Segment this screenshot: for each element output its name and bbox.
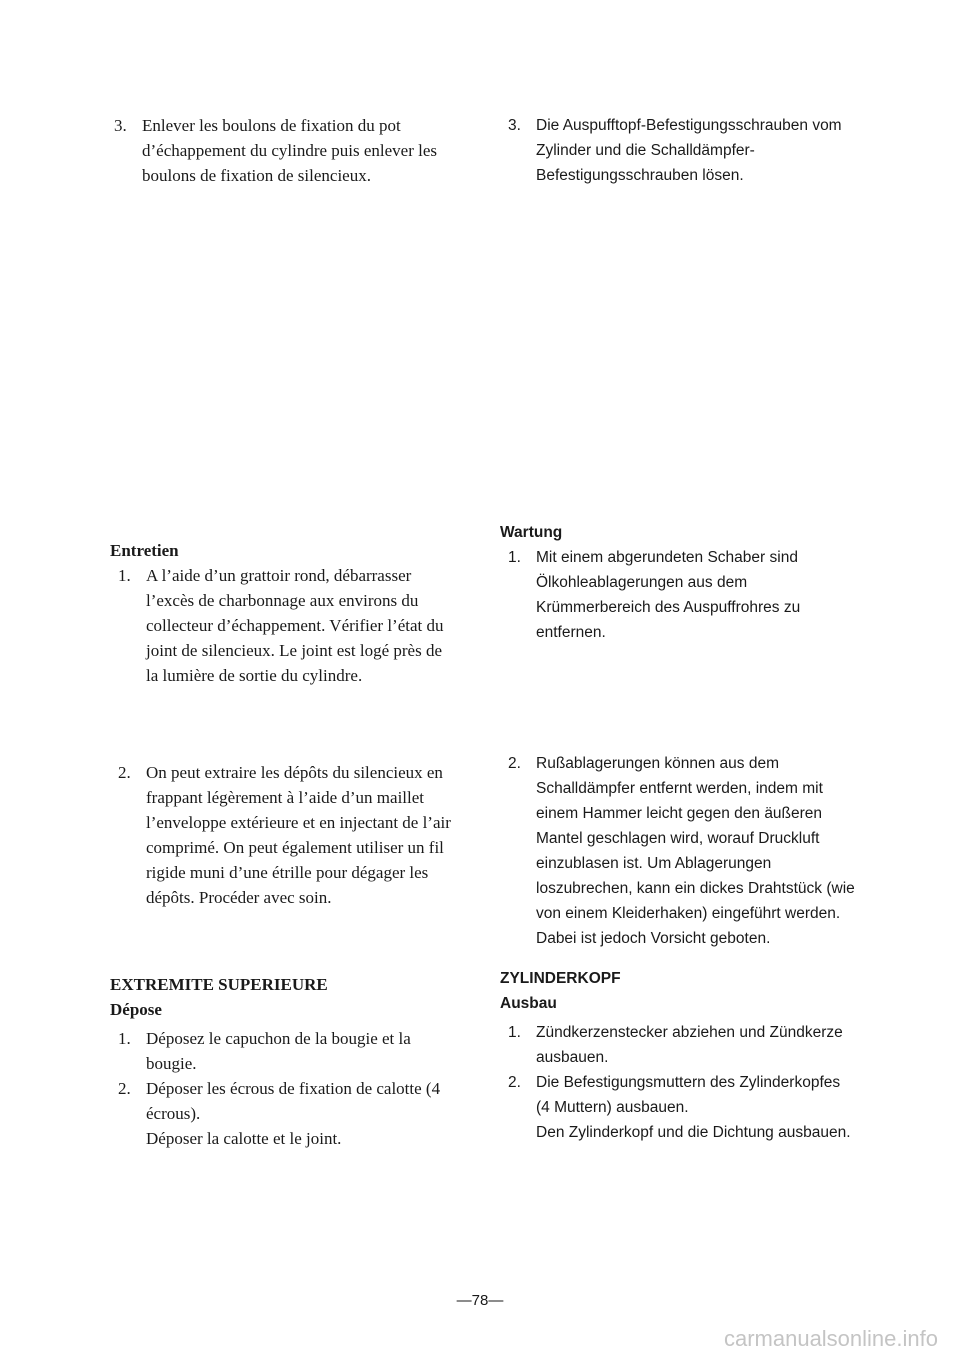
de-zylinderkopf-section xyxy=(500,966,856,1145)
fr-step-3-text: Enlever les boulons de fixation du pot d’échappement du cylindre puis enlever les boulons de fixation de silencieux. xyxy=(142,116,438,185)
fr-step-3-number: 3. xyxy=(114,116,127,135)
fr-entretien-step-2 xyxy=(118,760,458,910)
fr-extremite-heading: EXTREMITE SUPERIEURE xyxy=(110,975,328,994)
de-wartung-step-1-number: 1. xyxy=(508,549,521,566)
fr-entretien-section xyxy=(110,538,456,688)
fr-entretien-step-2-text: On peut extraire les dépôts du silencieux en frappant légèrement à l’aide d’un maillet l’enveloppe extérieure et en injectant de l’air comprimé. On peut également utiliser un fil rigide muni d’une étrille pour dégager les dépôts. Procéder avec soin. xyxy=(146,763,451,907)
de-wartung-step-2-number: 2. xyxy=(508,755,521,772)
de-step-3 xyxy=(508,113,856,188)
fr-depose-step-1-number: 1. xyxy=(118,1029,131,1048)
fr-depose-step-2-text-2: Déposer la calotte et le joint. xyxy=(146,1129,342,1148)
fr-depose-step-2-number: 2. xyxy=(118,1079,131,1098)
de-step-3-number: 3. xyxy=(508,117,521,134)
de-wartung-step-1-text: Mit einem abgerundeten Schaber sind Ölkohleablagerungen aus dem Krümmerbereich des Auspuffrohres zu entfernen. xyxy=(536,549,801,641)
de-ausbau-step-2-text: Die Befestigungsmuttern des Zylinderkopfes (4 Muttern) ausbauen. xyxy=(536,1074,841,1116)
de-ausbau-step-1-number: 1. xyxy=(508,1024,521,1041)
page-number: —78— xyxy=(456,1292,504,1309)
fr-depose-subheading: Dépose xyxy=(110,1000,162,1019)
de-wartung-section xyxy=(500,520,856,645)
fr-depose-step-1-text: Déposez le capuchon de la bougie et la bougie. xyxy=(146,1029,411,1073)
watermark: carmanualsonline.info xyxy=(723,1326,938,1351)
de-wartung-step-2 xyxy=(508,751,856,951)
de-ausbau-step-2-number: 2. xyxy=(508,1074,521,1091)
fr-step-3 xyxy=(114,113,454,188)
de-wartung-heading: Wartung xyxy=(500,524,563,541)
fr-entretien-step-2-number: 2. xyxy=(118,763,131,782)
de-zylinderkopf-heading: ZYLINDERKOPF xyxy=(500,970,621,987)
de-step-3-text: Die Auspufftopf-Befestigungsschrauben vom Zylinder und die Schalldämpfer-Befestigungsschrauben lösen. xyxy=(536,117,842,184)
de-wartung-step-2-text: Rußablagerungen können aus dem Schalldämpfer entfernt werden, indem mit einem Hammer leicht gegen den äußeren Mantel geschlagen wird, worauf Druckluft einzublasen ist. Um Ablagerungen loszubrechen, kann ein dickes Drahtstück (wie von einem Kleiderhaken) eingeführt werden. Dabei ist jedoch Vorsicht geboten. xyxy=(536,755,855,947)
fr-entretien-heading: Entretien xyxy=(110,541,179,560)
de-ausbau-step-2-text-2: Den Zylinderkopf und die Dichtung ausbauen. xyxy=(536,1124,851,1141)
de-ausbau-step-1-text: Zündkerzenstecker abziehen und Zündkerze ausbauen. xyxy=(536,1024,843,1066)
de-ausbau-subheading: Ausbau xyxy=(500,995,557,1012)
fr-depose-step-2-text: Déposer les écrous de fixation de calotte (4 écrous). xyxy=(146,1079,441,1123)
fr-entretien-step-1-number: 1. xyxy=(118,566,131,585)
fr-extremite-section xyxy=(110,972,460,1151)
fr-entretien-step-1-text: A l’aide d’un grattoir rond, débarrasser l’excès de charbonnage aux environs du collecteur d’échappement. Vérifier l’état du joint de silencieux. Le joint est logé près de la lumière de sortie du cylindre. xyxy=(146,566,444,685)
